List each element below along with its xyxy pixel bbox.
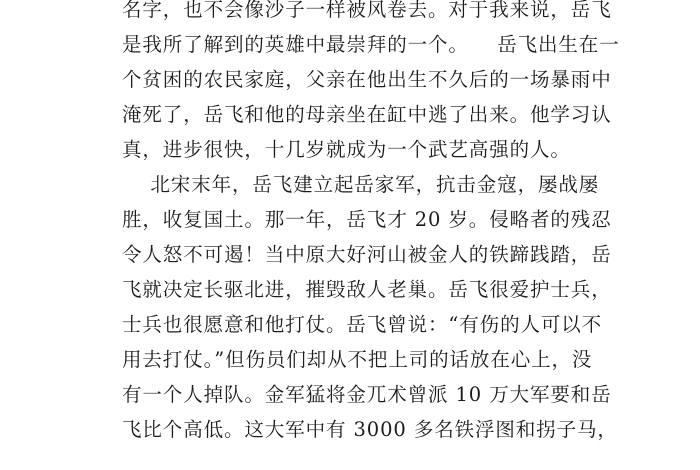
text-line: 飞就决定长驱北进，摧毁敌人老巢。岳飞很爱护士兵， [122, 278, 612, 301]
text-line: 飞比个高低。这大军中有 3000 多名铁浮图和拐子马， [122, 418, 618, 441]
text-line: 士兵也很愿意和他打仗。岳飞曾说：“有伤的人可以不 [122, 313, 603, 336]
text-line: 令人怒不可遏！当中原大好河山被金人的铁蹄践踏，岳 [122, 243, 612, 266]
text-line: 用去打仗。”但伤员们却从不把上司的话放在心上，没 [122, 348, 593, 371]
text-line: 淹死了，岳飞和他的母亲坐在缸中逃了出来。他学习认 [122, 103, 612, 126]
text-line: 北宋末年，岳飞建立起岳家军，抗击金寇，屡战屡 [122, 173, 600, 196]
text-line: 个贫困的农民家庭，父亲在他出生不久后的一场暴雨中 [122, 68, 612, 91]
text-line: 胜，收复国土。那一年，岳飞才 20 岁。侵略者的残忍 [122, 208, 612, 231]
text-line: 是我所了解到的英雄中最崇拜的一个。 岳飞出生在一 [122, 33, 620, 56]
text-line: 名字，也不会像沙子一样被风卷去。对于我来说，岳飞 [122, 0, 612, 21]
text-line: 真，进步很快，十几岁就成为一个武艺高强的人。 [122, 138, 571, 161]
text-line: 有一个人掉队。金军猛将金兀术曾派 10 万大军要和岳 [122, 383, 612, 406]
